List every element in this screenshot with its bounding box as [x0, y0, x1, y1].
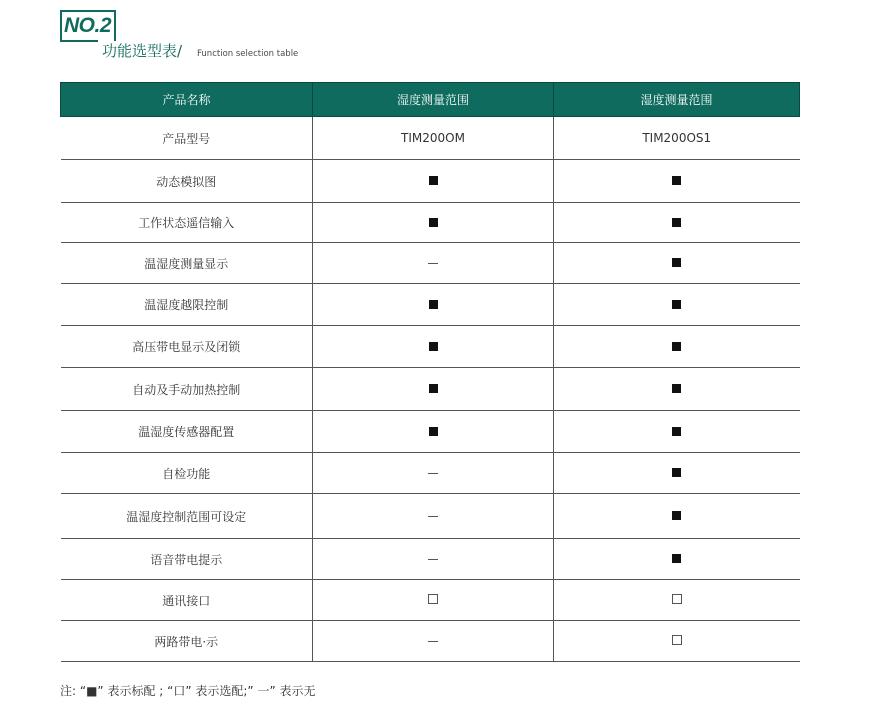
table-row	[61, 203, 800, 243]
table-body	[61, 117, 800, 662]
dash-icon	[428, 263, 438, 264]
column-header-model-2: 湿度测量范围	[554, 83, 800, 117]
table-row	[61, 160, 800, 203]
table-row	[61, 284, 800, 326]
model-1-cell	[313, 160, 554, 203]
table-row	[61, 368, 800, 411]
empty-square-icon	[672, 635, 682, 645]
empty-square-icon	[428, 594, 438, 604]
section-heading	[60, 10, 380, 62]
table-row	[61, 580, 800, 621]
feature-cell: 自检功能	[61, 453, 313, 494]
filled-square-icon	[429, 427, 438, 436]
section-number: NO.2	[64, 14, 112, 37]
model-1-cell	[313, 203, 554, 243]
model-2-cell	[554, 539, 800, 580]
feature-cell: 高压带电显示及闭锁	[61, 326, 313, 368]
feature-cell: 温湿度传感器配置	[61, 411, 313, 453]
dash-icon	[428, 641, 438, 642]
feature-cell: 两路带电·示	[61, 621, 313, 662]
filled-square-icon	[672, 511, 681, 520]
model-2-cell	[554, 494, 800, 539]
table-row	[61, 494, 800, 539]
table-row	[61, 539, 800, 580]
filled-square-icon	[429, 342, 438, 351]
filled-square-icon	[429, 218, 438, 227]
filled-square-icon	[672, 554, 681, 563]
dash-icon	[428, 516, 438, 517]
table-row	[61, 117, 800, 160]
table-row	[61, 621, 800, 662]
filled-square-icon	[672, 258, 681, 267]
filled-square-icon	[429, 384, 438, 393]
legend-note: 注: “■” 表示标配 ; “口” 表示选配;” 一” 表示无	[60, 684, 316, 698]
filled-square-icon	[672, 342, 681, 351]
model-1-cell: TIM200OM	[313, 117, 554, 160]
filled-square-icon	[672, 218, 681, 227]
filled-square-icon	[429, 300, 438, 309]
model-2-cell	[554, 621, 800, 662]
filled-square-icon	[672, 384, 681, 393]
model-2-cell	[554, 160, 800, 203]
section-subtitle: Function selection table	[197, 49, 299, 59]
model-1-cell	[313, 539, 554, 580]
table-row	[61, 411, 800, 453]
model-1-cell	[313, 326, 554, 368]
feature-cell: 温湿度测量显示	[61, 243, 313, 284]
model-1-cell	[313, 580, 554, 621]
feature-cell: 产品型号	[61, 117, 313, 160]
model-2-cell	[554, 411, 800, 453]
model-2-cell	[554, 453, 800, 494]
filled-square-icon	[672, 427, 681, 436]
model-2-cell	[554, 243, 800, 284]
column-header-model-1: 湿度测量范围	[313, 83, 554, 117]
filled-square-icon	[672, 468, 681, 477]
feature-cell: 温湿度控制范围可设定	[61, 494, 313, 539]
model-2-cell	[554, 203, 800, 243]
empty-square-icon	[672, 594, 682, 604]
filled-square-icon	[672, 176, 681, 185]
model-2-cell	[554, 326, 800, 368]
model-2-cell	[554, 284, 800, 326]
model-2-cell: TIM200OS1	[554, 117, 800, 160]
model-1-cell	[313, 494, 554, 539]
model-2-cell	[554, 368, 800, 411]
feature-cell: 温湿度越限控制	[61, 284, 313, 326]
model-1-cell	[313, 243, 554, 284]
table-row	[61, 243, 800, 284]
feature-cell: 工作状态遥信输入	[61, 203, 313, 243]
dash-icon	[428, 559, 438, 560]
table-row	[61, 326, 800, 368]
column-header-product-name: 产品名称	[61, 83, 313, 117]
section-title: 功能选型表/	[102, 42, 183, 60]
model-1-cell	[313, 411, 554, 453]
filled-square-icon	[672, 300, 681, 309]
dash-icon	[428, 473, 438, 474]
model-1-cell	[313, 621, 554, 662]
table-header-row	[61, 83, 800, 117]
feature-cell: 动态模拟图	[61, 160, 313, 203]
table-row	[61, 453, 800, 494]
feature-cell: 通讯接口	[61, 580, 313, 621]
model-1-cell	[313, 284, 554, 326]
feature-cell: 自动及手动加热控制	[61, 368, 313, 411]
function-selection-table	[60, 82, 800, 662]
model-2-cell	[554, 580, 800, 621]
model-1-cell	[313, 368, 554, 411]
model-1-cell	[313, 453, 554, 494]
filled-square-icon	[429, 176, 438, 185]
feature-cell: 语音带电提示	[61, 539, 313, 580]
title-underline	[60, 40, 98, 42]
